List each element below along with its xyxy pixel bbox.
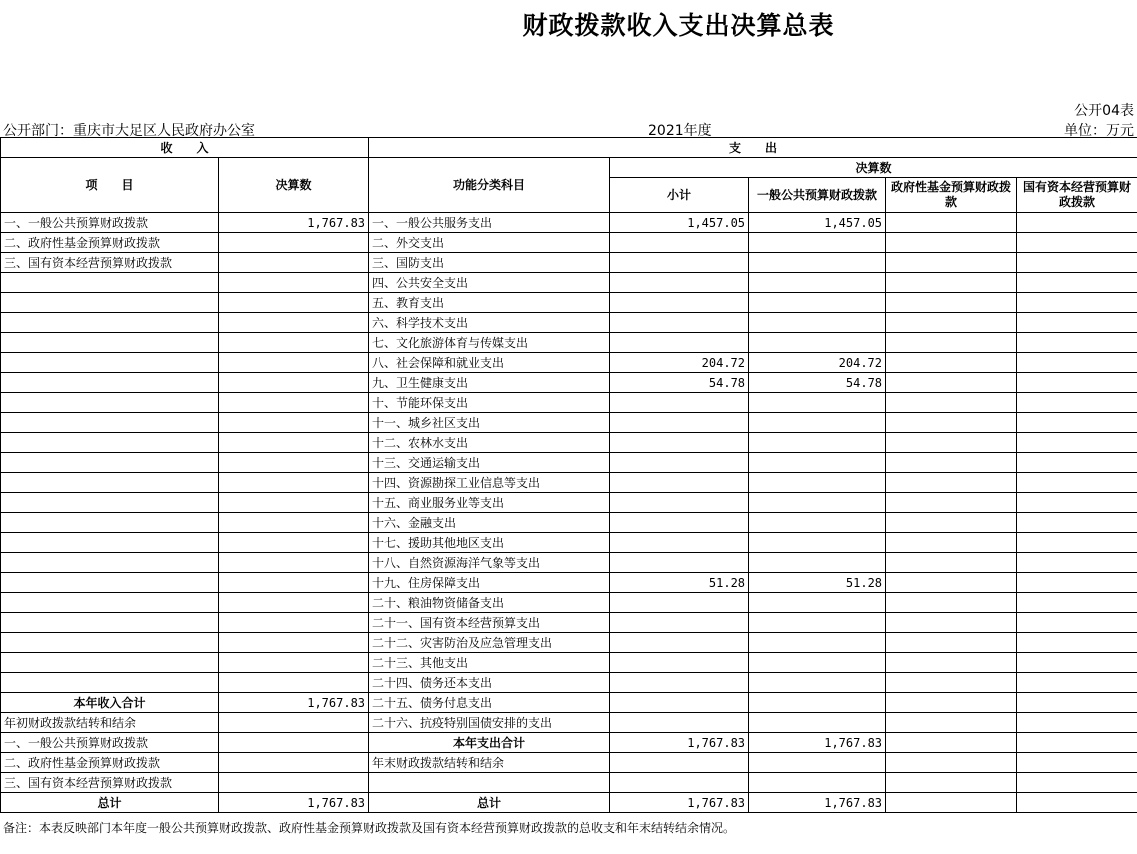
state-capital-cell [1017, 233, 1137, 253]
expense-item-cell: 四、公共安全支出 [369, 273, 610, 293]
income-amount-cell: 1,767.83 [219, 793, 369, 813]
gov-fund-cell [886, 493, 1017, 513]
subtotal-cell [610, 393, 749, 413]
report-title: 财政拨款收入支出决算总表 [522, 11, 835, 40]
subtotal-cell [610, 713, 749, 733]
general-budget-cell [749, 233, 886, 253]
income-item-cell [1, 533, 219, 553]
table-row [1, 313, 1137, 333]
income-item-cell [1, 593, 219, 613]
gov-fund-cell [886, 613, 1017, 633]
table-row [1, 273, 1137, 293]
general-budget-cell: 204.72 [749, 353, 886, 373]
income-amount-cell: 1,767.83 [219, 213, 369, 233]
general-budget-cell [749, 493, 886, 513]
income-amount-cell [219, 293, 369, 313]
expense-item-cell: 年末财政拨款结转和结余 [369, 753, 610, 773]
income-item-cell: 一、一般公共预算财政拨款 [1, 213, 219, 233]
general-budget-cell: 51.28 [749, 573, 886, 593]
state-capital-cell [1017, 773, 1137, 793]
unit-label: 单位：万元 [1064, 123, 1134, 139]
expense-item-cell: 八、社会保障和就业支出 [369, 353, 610, 373]
general-budget-cell [749, 393, 886, 413]
general-budget-cell: 54.78 [749, 373, 886, 393]
state-capital-cell [1017, 653, 1137, 673]
expense-item-cell: 十五、商业服务业等支出 [369, 493, 610, 513]
income-item-cell [1, 413, 219, 433]
expense-item-cell: 三、国防支出 [369, 253, 610, 273]
general-budget-cell [749, 773, 886, 793]
subtotal-cell [610, 753, 749, 773]
expense-item-cell: 十二、农林水支出 [369, 433, 610, 453]
income-amount-cell [219, 773, 369, 793]
general-budget-cell [749, 553, 886, 573]
gov-fund-cell [886, 693, 1017, 713]
state-capital-cell [1017, 473, 1137, 493]
subtotal-cell [610, 233, 749, 253]
expense-item-cell: 十三、交通运输支出 [369, 453, 610, 473]
general-budget-cell [749, 473, 886, 493]
income-amount-cell [219, 593, 369, 613]
income-item-cell [1, 353, 219, 373]
expense-item-cell: 二十六、抗疫特别国债安排的支出 [369, 713, 610, 733]
income-header: 收 入 [1, 138, 369, 158]
income-amount-cell [219, 473, 369, 493]
gov-fund-cell [886, 373, 1017, 393]
subtotal-cell: 1,457.05 [610, 213, 749, 233]
income-amount-cell [219, 253, 369, 273]
income-amount-cell [219, 533, 369, 553]
table-row [1, 213, 1137, 233]
state-capital-cell [1017, 693, 1137, 713]
income-amount-cell [219, 513, 369, 533]
subtotal-cell [610, 613, 749, 633]
income-amount-cell [219, 393, 369, 413]
general-budget-cell [749, 513, 886, 533]
gov-fund-cell [886, 553, 1017, 573]
gov-fund-cell [886, 413, 1017, 433]
expense-item-cell: 十六、金融支出 [369, 513, 610, 533]
subtotal-cell [610, 513, 749, 533]
gov-fund-cell [886, 753, 1017, 773]
state-capital-cell [1017, 633, 1137, 653]
expense-item-cell: 五、教育支出 [369, 293, 610, 313]
income-amount-cell [219, 493, 369, 513]
income-item-cell [1, 513, 219, 533]
income-item-cell: 本年收入合计 [1, 693, 219, 713]
income-item-cell [1, 333, 219, 353]
income-amount-cell [219, 673, 369, 693]
gov-fund-cell [886, 313, 1017, 333]
income-amount-cell [219, 433, 369, 453]
state-capital-cell [1017, 533, 1137, 553]
general-budget-cell [749, 333, 886, 353]
table-row [1, 753, 1137, 773]
income-amount-cell [219, 313, 369, 333]
income-item-cell [1, 273, 219, 293]
gov-fund-cell [886, 273, 1017, 293]
fiscal-year: 2021年度 [648, 123, 712, 139]
state-capital-cell [1017, 553, 1137, 573]
gov-fund-cell [886, 633, 1017, 653]
state-capital-cell [1017, 253, 1137, 273]
state-capital-cell [1017, 793, 1137, 813]
expense-item-cell: 六、科学技术支出 [369, 313, 610, 333]
income-item-cell: 总计 [1, 793, 219, 813]
final-amount-header: 决算数 [610, 158, 1137, 178]
income-item-cell: 一、一般公共预算财政拨款 [1, 733, 219, 753]
table-row [1, 633, 1137, 653]
income-amount-cell [219, 553, 369, 573]
table-row [1, 253, 1137, 273]
income-item-cell [1, 493, 219, 513]
income-item-cell: 年初财政拨款结转和结余 [1, 713, 219, 733]
general-budget-cell [749, 633, 886, 653]
table-row [1, 453, 1137, 473]
gov-fund-cell [886, 353, 1017, 373]
gov-fund-cell [886, 233, 1017, 253]
gov-fund-cell [886, 733, 1017, 753]
general-budget-cell [749, 653, 886, 673]
income-amount-cell [219, 733, 369, 753]
gov-fund-cell [886, 573, 1017, 593]
state-capital-cell [1017, 593, 1137, 613]
table-row [1, 593, 1137, 613]
general-budget-header: 一般公共预算财政拨款 [749, 178, 886, 213]
subtotal-cell [610, 693, 749, 713]
subtotal-cell [610, 453, 749, 473]
table-row [1, 373, 1137, 393]
table-row [1, 233, 1137, 253]
subtotal-cell [610, 633, 749, 653]
state-capital-cell [1017, 453, 1137, 473]
income-amount-cell [219, 573, 369, 593]
income-amount-cell [219, 453, 369, 473]
expense-header: 支 出 [369, 138, 1137, 158]
general-budget-cell [749, 273, 886, 293]
income-item-cell [1, 573, 219, 593]
func-category-header: 功能分类科目 [369, 158, 610, 213]
gov-fund-cell [886, 533, 1017, 553]
general-budget-cell [749, 613, 886, 633]
gov-fund-cell [886, 513, 1017, 533]
state-capital-cell [1017, 573, 1137, 593]
subtotal-cell: 204.72 [610, 353, 749, 373]
state-capital-cell [1017, 353, 1137, 373]
general-budget-cell [749, 433, 886, 453]
subtotal-cell [610, 413, 749, 433]
income-item-cell [1, 373, 219, 393]
income-amount-cell [219, 713, 369, 733]
state-capital-cell [1017, 613, 1137, 633]
subtotal-header: 小计 [610, 178, 749, 213]
expense-item-cell: 十七、援助其他地区支出 [369, 533, 610, 553]
table-row [1, 793, 1137, 813]
table-row [1, 613, 1137, 633]
item-header: 项 目 [1, 158, 219, 213]
subtotal-cell [610, 433, 749, 453]
income-item-cell [1, 433, 219, 453]
state-capital-cell [1017, 393, 1137, 413]
income-item-cell: 三、国有资本经营预算财政拨款 [1, 773, 219, 793]
gov-fund-cell [886, 453, 1017, 473]
general-budget-cell [749, 713, 886, 733]
subtotal-cell: 1,767.83 [610, 793, 749, 813]
expense-item-cell: 十八、自然资源海洋气象等支出 [369, 553, 610, 573]
income-item-cell [1, 613, 219, 633]
general-budget-cell: 1,767.83 [749, 793, 886, 813]
income-amount-cell [219, 613, 369, 633]
state-capital-cell [1017, 673, 1137, 693]
table-row [1, 393, 1137, 413]
general-budget-cell [749, 593, 886, 613]
table-row [1, 693, 1137, 713]
subtotal-cell [610, 473, 749, 493]
income-amount-cell [219, 633, 369, 653]
general-budget-cell [749, 253, 886, 273]
subtotal-cell [610, 333, 749, 353]
amount-header: 决算数 [219, 158, 369, 213]
subtotal-cell: 1,767.83 [610, 733, 749, 753]
gov-fund-cell [886, 333, 1017, 353]
income-amount-cell: 1,767.83 [219, 693, 369, 713]
table-row [1, 713, 1137, 733]
state-capital-cell [1017, 433, 1137, 453]
table-row [1, 433, 1137, 453]
subtotal-cell [610, 533, 749, 553]
income-amount-cell [219, 413, 369, 433]
gov-fund-cell [886, 393, 1017, 413]
income-amount-cell [219, 233, 369, 253]
subtotal-cell: 51.28 [610, 573, 749, 593]
general-budget-cell: 1,767.83 [749, 733, 886, 753]
table-row [1, 353, 1137, 373]
income-item-cell [1, 553, 219, 573]
gov-fund-header: 政府性基金预算财政拨款 [886, 178, 1017, 213]
gov-fund-cell [886, 773, 1017, 793]
general-budget-cell [749, 753, 886, 773]
income-item-cell [1, 673, 219, 693]
expense-item-cell: 二十一、国有资本经营预算支出 [369, 613, 610, 633]
subtotal-cell [610, 493, 749, 513]
gov-fund-cell [886, 293, 1017, 313]
expense-item-cell: 一、一般公共服务支出 [369, 213, 610, 233]
table-row [1, 553, 1137, 573]
gov-fund-cell [886, 593, 1017, 613]
income-amount-cell [219, 273, 369, 293]
expense-item-cell: 二十二、灾害防治及应急管理支出 [369, 633, 610, 653]
income-item-cell: 二、政府性基金预算财政拨款 [1, 753, 219, 773]
general-budget-cell [749, 313, 886, 333]
table-row [1, 493, 1137, 513]
gov-fund-cell [886, 433, 1017, 453]
state-capital-header: 国有资本经营预算财政拨款 [1017, 178, 1137, 213]
expense-item-cell: 二十五、债务付息支出 [369, 693, 610, 713]
state-capital-cell [1017, 333, 1137, 353]
income-amount-cell [219, 353, 369, 373]
state-capital-cell [1017, 713, 1137, 733]
table-row [1, 293, 1137, 313]
table-row [1, 513, 1137, 533]
state-capital-cell [1017, 413, 1137, 433]
expense-item-cell: 总计 [369, 793, 610, 813]
expense-item-cell: 九、卫生健康支出 [369, 373, 610, 393]
income-amount-cell [219, 653, 369, 673]
expense-item-cell: 二十、粮油物资储备支出 [369, 593, 610, 613]
income-item-cell [1, 653, 219, 673]
subtotal-cell [610, 253, 749, 273]
table-row [1, 733, 1137, 753]
subtotal-cell [610, 653, 749, 673]
income-item-cell [1, 313, 219, 333]
gov-fund-cell [886, 653, 1017, 673]
expense-item-cell: 十、节能环保支出 [369, 393, 610, 413]
table-row [1, 533, 1137, 553]
income-amount-cell [219, 333, 369, 353]
expense-item-cell: 二十四、债务还本支出 [369, 673, 610, 693]
expense-item-cell: 十四、资源勘探工业信息等支出 [369, 473, 610, 493]
expense-item-cell: 十九、住房保障支出 [369, 573, 610, 593]
gov-fund-cell [886, 713, 1017, 733]
state-capital-cell [1017, 313, 1137, 333]
state-capital-cell [1017, 293, 1137, 313]
general-budget-cell [749, 453, 886, 473]
form-number: 公开04表 [1074, 103, 1134, 119]
department-label: 公开部门：重庆市大足区人民政府办公室 [3, 123, 255, 139]
general-budget-cell: 1,457.05 [749, 213, 886, 233]
general-budget-cell [749, 533, 886, 553]
state-capital-cell [1017, 213, 1137, 233]
income-item-cell [1, 473, 219, 493]
state-capital-cell [1017, 273, 1137, 293]
table-row [1, 413, 1137, 433]
gov-fund-cell [886, 673, 1017, 693]
state-capital-cell [1017, 753, 1137, 773]
expense-item-cell: 本年支出合计 [369, 733, 610, 753]
income-item-cell: 三、国有资本经营预算财政拨款 [1, 253, 219, 273]
budget-table [0, 137, 1137, 813]
income-item-cell [1, 633, 219, 653]
income-item-cell: 二、政府性基金预算财政拨款 [1, 233, 219, 253]
table-row [1, 673, 1137, 693]
income-item-cell [1, 393, 219, 413]
income-amount-cell [219, 373, 369, 393]
state-capital-cell [1017, 493, 1137, 513]
subtotal-cell: 54.78 [610, 373, 749, 393]
expense-item-cell: 七、文化旅游体育与传媒支出 [369, 333, 610, 353]
general-budget-cell [749, 413, 886, 433]
state-capital-cell [1017, 733, 1137, 753]
table-row [1, 573, 1137, 593]
state-capital-cell [1017, 373, 1137, 393]
gov-fund-cell [886, 793, 1017, 813]
gov-fund-cell [886, 213, 1017, 233]
table-body [1, 213, 1137, 813]
general-budget-cell [749, 293, 886, 313]
table-row [1, 473, 1137, 493]
expense-item-cell: 十一、城乡社区支出 [369, 413, 610, 433]
general-budget-cell [749, 693, 886, 713]
state-capital-cell [1017, 513, 1137, 533]
income-item-cell [1, 453, 219, 473]
subtotal-cell [610, 553, 749, 573]
subtotal-cell [610, 293, 749, 313]
gov-fund-cell [886, 253, 1017, 273]
subtotal-cell [610, 593, 749, 613]
table-row [1, 653, 1137, 673]
subtotal-cell [610, 673, 749, 693]
income-amount-cell [219, 753, 369, 773]
income-item-cell [1, 293, 219, 313]
table-row [1, 333, 1137, 353]
expense-item-cell [369, 773, 610, 793]
general-budget-cell [749, 673, 886, 693]
subtotal-cell [610, 313, 749, 333]
subtotal-cell [610, 773, 749, 793]
expense-item-cell: 二、外交支出 [369, 233, 610, 253]
table-row [1, 773, 1137, 793]
expense-item-cell: 二十三、其他支出 [369, 653, 610, 673]
gov-fund-cell [886, 473, 1017, 493]
subtotal-cell [610, 273, 749, 293]
footnote: 备注：本表反映部门本年度一般公共预算财政拨款、政府性基金预算财政拨款及国有资本经营预算财政拨款的总收支和年末结转结余情况。 [3, 821, 736, 835]
